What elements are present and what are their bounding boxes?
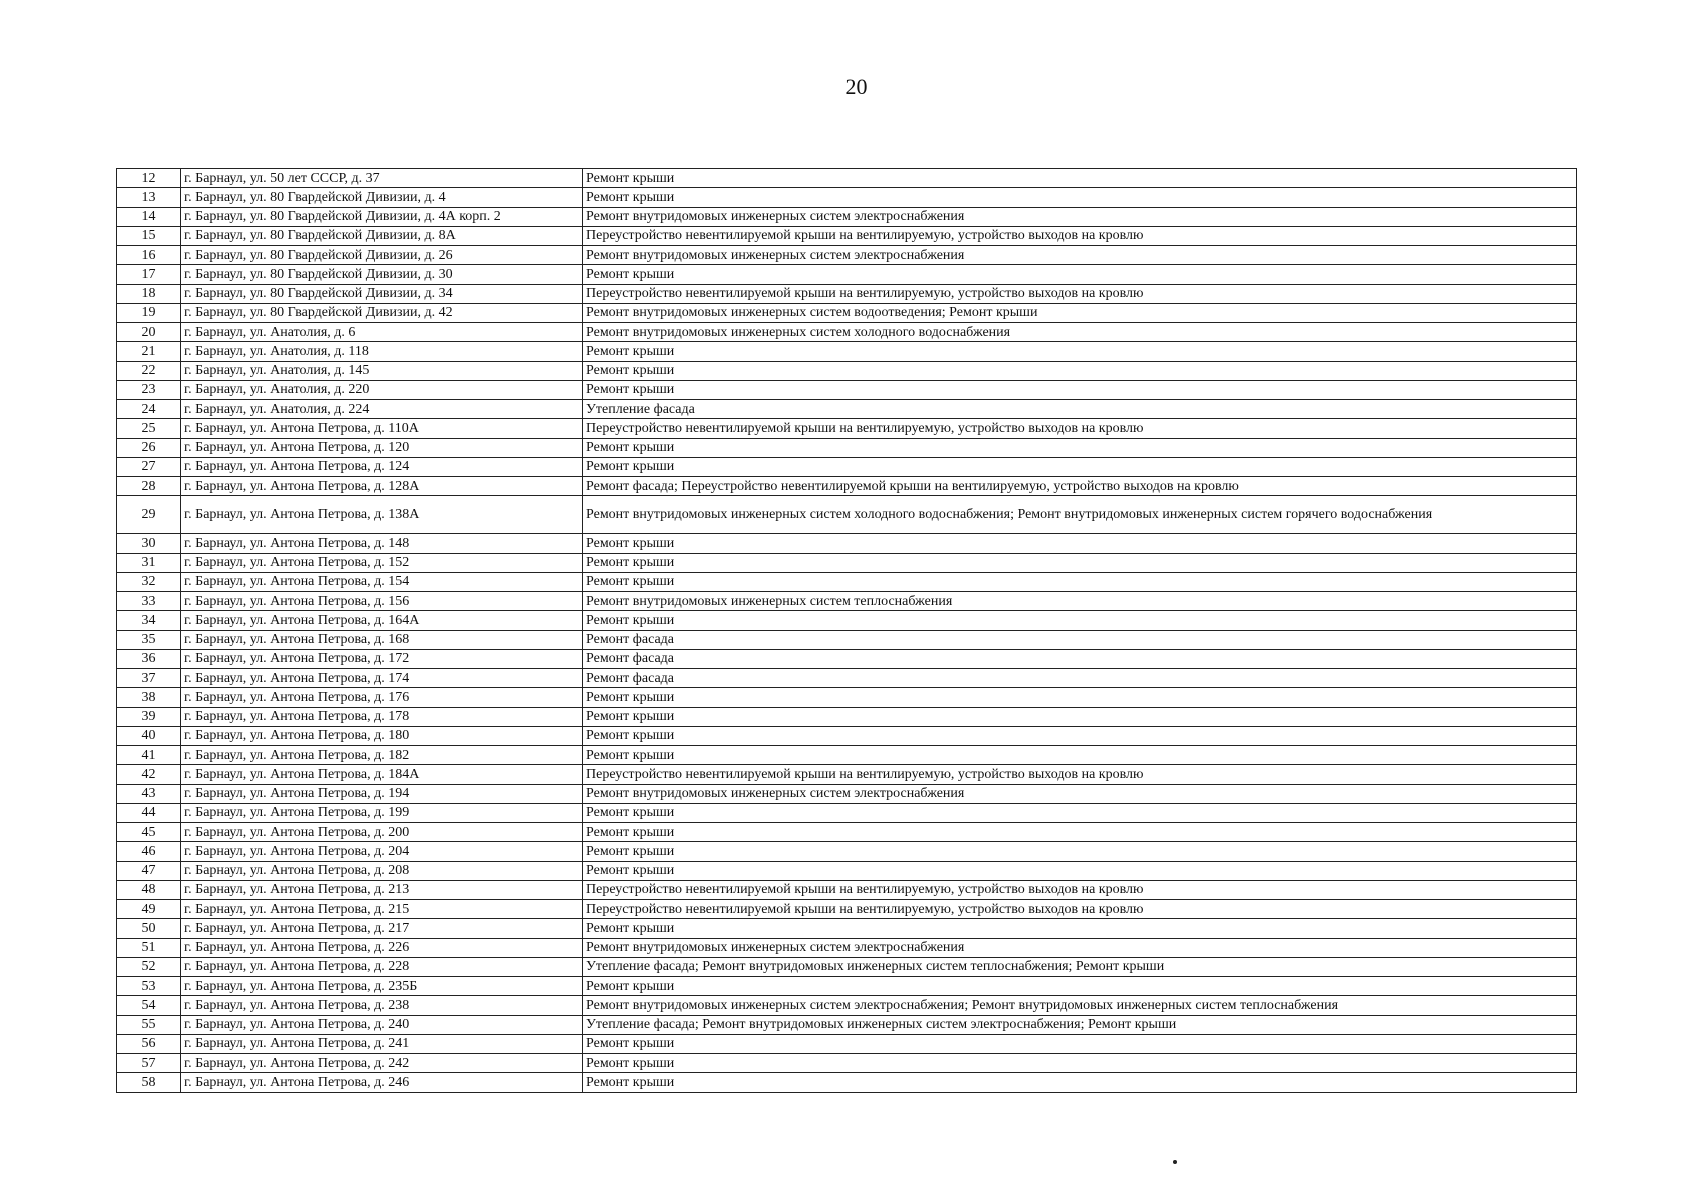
address-cell: г. Барнаул, ул. Антона Петрова, д. 199 <box>181 803 583 822</box>
work-type-cell: Ремонт крыши <box>583 553 1577 572</box>
table-row <box>117 188 1577 207</box>
row-number-cell: 56 <box>117 1034 181 1053</box>
work-type-cell: Ремонт крыши <box>583 188 1577 207</box>
work-type-cell: Ремонт фасада; Переустройство невентилируемой крыши на вентилируемую, устройство выходов на кровлю <box>583 477 1577 496</box>
address-cell: г. Барнаул, ул. Антона Петрова, д. 226 <box>181 938 583 957</box>
address-cell: г. Барнаул, ул. 80 Гвардейской Дивизии, д. 30 <box>181 265 583 284</box>
address-cell: г. Барнаул, ул. 80 Гвардейской Дивизии, д. 42 <box>181 303 583 322</box>
row-number-cell: 16 <box>117 246 181 265</box>
address-cell: г. Барнаул, ул. Анатолия, д. 220 <box>181 380 583 399</box>
table-row <box>117 957 1577 976</box>
works-table <box>116 168 1577 1093</box>
row-number-cell: 50 <box>117 919 181 938</box>
row-number-cell: 31 <box>117 553 181 572</box>
address-cell: г. Барнаул, ул. Анатолия, д. 118 <box>181 342 583 361</box>
table-row <box>117 400 1577 419</box>
work-type-cell: Утепление фасада <box>583 400 1577 419</box>
table-row <box>117 900 1577 919</box>
table-row <box>117 707 1577 726</box>
table-row <box>117 553 1577 572</box>
table-row <box>117 649 1577 668</box>
row-number-cell: 58 <box>117 1073 181 1092</box>
address-cell: г. Барнаул, ул. Анатолия, д. 6 <box>181 323 583 342</box>
table-row <box>117 419 1577 438</box>
address-cell: г. Барнаул, ул. Антона Петрова, д. 124 <box>181 457 583 476</box>
table-row <box>117 784 1577 803</box>
address-cell: г. Барнаул, ул. Антона Петрова, д. 200 <box>181 823 583 842</box>
table-row <box>117 207 1577 226</box>
row-number-cell: 34 <box>117 611 181 630</box>
row-number-cell: 46 <box>117 842 181 861</box>
ink-dot <box>1173 1160 1177 1164</box>
table-row <box>117 1073 1577 1092</box>
work-type-cell: Ремонт фасада <box>583 630 1577 649</box>
work-type-cell: Ремонт внутридомовых инженерных систем теплоснабжения <box>583 592 1577 611</box>
address-cell: г. Барнаул, ул. Антона Петрова, д. 178 <box>181 707 583 726</box>
table-row <box>117 746 1577 765</box>
row-number-cell: 25 <box>117 419 181 438</box>
address-cell: г. Барнаул, ул. Антона Петрова, д. 168 <box>181 630 583 649</box>
table-row <box>117 669 1577 688</box>
address-cell: г. Барнаул, ул. 50 лет СССР, д. 37 <box>181 169 583 188</box>
row-number-cell: 13 <box>117 188 181 207</box>
table-row <box>117 823 1577 842</box>
table-row <box>117 226 1577 245</box>
row-number-cell: 33 <box>117 592 181 611</box>
table-row <box>117 457 1577 476</box>
work-type-cell: Ремонт крыши <box>583 169 1577 188</box>
work-type-cell: Ремонт крыши <box>583 342 1577 361</box>
row-number-cell: 48 <box>117 880 181 899</box>
table-row <box>117 861 1577 880</box>
work-type-cell: Ремонт крыши <box>583 746 1577 765</box>
address-cell: г. Барнаул, ул. Антона Петрова, д. 110А <box>181 419 583 438</box>
row-number-cell: 37 <box>117 669 181 688</box>
row-number-cell: 38 <box>117 688 181 707</box>
table-row <box>117 303 1577 322</box>
row-number-cell: 40 <box>117 726 181 745</box>
work-type-cell: Ремонт крыши <box>583 823 1577 842</box>
address-cell: г. Барнаул, ул. Анатолия, д. 224 <box>181 400 583 419</box>
table-row <box>117 803 1577 822</box>
table-row <box>117 765 1577 784</box>
work-type-cell: Утепление фасада; Ремонт внутридомовых инженерных систем теплоснабжения; Ремонт крыши <box>583 957 1577 976</box>
row-number-cell: 18 <box>117 284 181 303</box>
work-type-cell: Ремонт крыши <box>583 919 1577 938</box>
work-type-cell: Переустройство невентилируемой крыши на вентилируемую, устройство выходов на кровлю <box>583 765 1577 784</box>
address-cell: г. Барнаул, ул. Антона Петрова, д. 176 <box>181 688 583 707</box>
table-row <box>117 496 1577 534</box>
work-type-cell: Ремонт крыши <box>583 457 1577 476</box>
table-row <box>117 1034 1577 1053</box>
table-row <box>117 380 1577 399</box>
row-number-cell: 30 <box>117 534 181 553</box>
row-number-cell: 42 <box>117 765 181 784</box>
address-cell: г. Барнаул, ул. 80 Гвардейской Дивизии, д. 34 <box>181 284 583 303</box>
table-row <box>117 726 1577 745</box>
work-type-cell: Ремонт крыши <box>583 1073 1577 1092</box>
table-row <box>117 265 1577 284</box>
row-number-cell: 54 <box>117 996 181 1015</box>
page-number: 20 <box>845 74 868 99</box>
row-number-cell: 55 <box>117 1015 181 1034</box>
work-type-cell: Ремонт внутридомовых инженерных систем электроснабжения; Ремонт внутридомовых инженерных систем теплоснабжения <box>583 996 1577 1015</box>
address-cell: г. Барнаул, ул. Антона Петрова, д. 238 <box>181 996 583 1015</box>
address-cell: г. Барнаул, ул. Антона Петрова, д. 228 <box>181 957 583 976</box>
address-cell: г. Барнаул, ул. 80 Гвардейской Дивизии, д. 4 <box>181 188 583 207</box>
work-type-cell: Ремонт крыши <box>583 707 1577 726</box>
works-table-body <box>117 169 1577 1093</box>
work-type-cell: Ремонт внутридомовых инженерных систем электроснабжения <box>583 938 1577 957</box>
row-number-cell: 43 <box>117 784 181 803</box>
table-row <box>117 880 1577 899</box>
row-number-cell: 23 <box>117 380 181 399</box>
work-type-cell: Ремонт крыши <box>583 842 1577 861</box>
work-type-cell: Утепление фасада; Ремонт внутридомовых инженерных систем электроснабжения; Ремонт крыши <box>583 1015 1577 1034</box>
address-cell: г. Барнаул, ул. Антона Петрова, д. 152 <box>181 553 583 572</box>
table-row <box>117 572 1577 591</box>
table-row <box>117 611 1577 630</box>
address-cell: г. Барнаул, ул. Антона Петрова, д. 174 <box>181 669 583 688</box>
address-cell: г. Барнаул, ул. Антона Петрова, д. 180 <box>181 726 583 745</box>
table-row <box>117 284 1577 303</box>
row-number-cell: 20 <box>117 323 181 342</box>
address-cell: г. Барнаул, ул. Антона Петрова, д. 184А <box>181 765 583 784</box>
address-cell: г. Барнаул, ул. 80 Гвардейской Дивизии, д. 4А корп. 2 <box>181 207 583 226</box>
address-cell: г. Барнаул, ул. Антона Петрова, д. 154 <box>181 572 583 591</box>
work-type-cell: Переустройство невентилируемой крыши на вентилируемую, устройство выходов на кровлю <box>583 900 1577 919</box>
row-number-cell: 52 <box>117 957 181 976</box>
row-number-cell: 29 <box>117 496 181 534</box>
row-number-cell: 49 <box>117 900 181 919</box>
row-number-cell: 47 <box>117 861 181 880</box>
address-cell: г. Барнаул, ул. Антона Петрова, д. 138А <box>181 496 583 534</box>
address-cell: г. Барнаул, ул. Антона Петрова, д. 208 <box>181 861 583 880</box>
table-row <box>117 688 1577 707</box>
work-type-cell: Ремонт внутридомовых инженерных систем водоотведения; Ремонт крыши <box>583 303 1577 322</box>
table-row <box>117 996 1577 1015</box>
table-row <box>117 1054 1577 1073</box>
row-number-cell: 32 <box>117 572 181 591</box>
address-cell: г. Барнаул, ул. Антона Петрова, д. 235Б <box>181 977 583 996</box>
work-type-cell: Ремонт внутридомовых инженерных систем электроснабжения <box>583 246 1577 265</box>
work-type-cell: Ремонт крыши <box>583 361 1577 380</box>
address-cell: г. Барнаул, ул. Антона Петрова, д. 215 <box>181 900 583 919</box>
work-type-cell: Ремонт крыши <box>583 803 1577 822</box>
address-cell: г. Барнаул, ул. 80 Гвардейской Дивизии, д. 26 <box>181 246 583 265</box>
work-type-cell: Ремонт внутридомовых инженерных систем холодного водоснабжения; Ремонт внутридомовых инженерных систем горячего водоснабжения <box>583 496 1577 534</box>
work-type-cell: Ремонт крыши <box>583 265 1577 284</box>
row-number-cell: 53 <box>117 977 181 996</box>
work-type-cell: Ремонт крыши <box>583 1034 1577 1053</box>
work-type-cell: Ремонт крыши <box>583 534 1577 553</box>
work-type-cell: Ремонт крыши <box>583 1054 1577 1073</box>
work-type-cell: Ремонт фасада <box>583 649 1577 668</box>
table-row <box>117 592 1577 611</box>
address-cell: г. Барнаул, ул. Антона Петрова, д. 213 <box>181 880 583 899</box>
work-type-cell: Ремонт крыши <box>583 380 1577 399</box>
address-cell: г. Барнаул, ул. Антона Петрова, д. 128А <box>181 477 583 496</box>
address-cell: г. Барнаул, ул. Антона Петрова, д. 242 <box>181 1054 583 1073</box>
work-type-cell: Ремонт крыши <box>583 726 1577 745</box>
table-row <box>117 1015 1577 1034</box>
work-type-cell: Ремонт внутридомовых инженерных систем холодного водоснабжения <box>583 323 1577 342</box>
work-type-cell: Ремонт крыши <box>583 977 1577 996</box>
row-number-cell: 17 <box>117 265 181 284</box>
address-cell: г. Барнаул, ул. Антона Петрова, д. 204 <box>181 842 583 861</box>
address-cell: г. Барнаул, ул. Антона Петрова, д. 240 <box>181 1015 583 1034</box>
address-cell: г. Барнаул, ул. 80 Гвардейской Дивизии, д. 8А <box>181 226 583 245</box>
table-row <box>117 630 1577 649</box>
address-cell: г. Барнаул, ул. Антона Петрова, д. 156 <box>181 592 583 611</box>
row-number-cell: 21 <box>117 342 181 361</box>
work-type-cell: Ремонт крыши <box>583 611 1577 630</box>
address-cell: г. Барнаул, ул. Анатолия, д. 145 <box>181 361 583 380</box>
address-cell: г. Барнаул, ул. Антона Петрова, д. 217 <box>181 919 583 938</box>
row-number-cell: 12 <box>117 169 181 188</box>
row-number-cell: 39 <box>117 707 181 726</box>
work-type-cell: Переустройство невентилируемой крыши на вентилируемую, устройство выходов на кровлю <box>583 284 1577 303</box>
table-row <box>117 477 1577 496</box>
table-row <box>117 169 1577 188</box>
work-type-cell: Переустройство невентилируемой крыши на вентилируемую, устройство выходов на кровлю <box>583 226 1577 245</box>
work-type-cell: Ремонт внутридомовых инженерных систем электроснабжения <box>583 784 1577 803</box>
address-cell: г. Барнаул, ул. Антона Петрова, д. 246 <box>181 1073 583 1092</box>
address-cell: г. Барнаул, ул. Антона Петрова, д. 182 <box>181 746 583 765</box>
row-number-cell: 19 <box>117 303 181 322</box>
row-number-cell: 51 <box>117 938 181 957</box>
work-type-cell: Ремонт крыши <box>583 861 1577 880</box>
address-cell: г. Барнаул, ул. Антона Петрова, д. 241 <box>181 1034 583 1053</box>
table-row <box>117 938 1577 957</box>
row-number-cell: 14 <box>117 207 181 226</box>
address-cell: г. Барнаул, ул. Антона Петрова, д. 172 <box>181 649 583 668</box>
row-number-cell: 57 <box>117 1054 181 1073</box>
table-row <box>117 534 1577 553</box>
address-cell: г. Барнаул, ул. Антона Петрова, д. 164А <box>181 611 583 630</box>
row-number-cell: 27 <box>117 457 181 476</box>
work-type-cell: Ремонт крыши <box>583 572 1577 591</box>
works-table-container <box>116 168 1576 1093</box>
table-row <box>117 842 1577 861</box>
table-row <box>117 342 1577 361</box>
work-type-cell: Переустройство невентилируемой крыши на вентилируемую, устройство выходов на кровлю <box>583 419 1577 438</box>
row-number-cell: 24 <box>117 400 181 419</box>
work-type-cell: Ремонт крыши <box>583 688 1577 707</box>
row-number-cell: 22 <box>117 361 181 380</box>
work-type-cell: Ремонт фасада <box>583 669 1577 688</box>
row-number-cell: 15 <box>117 226 181 245</box>
work-type-cell: Ремонт крыши <box>583 438 1577 457</box>
row-number-cell: 35 <box>117 630 181 649</box>
row-number-cell: 28 <box>117 477 181 496</box>
address-cell: г. Барнаул, ул. Антона Петрова, д. 194 <box>181 784 583 803</box>
row-number-cell: 36 <box>117 649 181 668</box>
address-cell: г. Барнаул, ул. Антона Петрова, д. 148 <box>181 534 583 553</box>
work-type-cell: Ремонт внутридомовых инженерных систем электроснабжения <box>583 207 1577 226</box>
table-row <box>117 323 1577 342</box>
address-cell: г. Барнаул, ул. Антона Петрова, д. 120 <box>181 438 583 457</box>
table-row <box>117 919 1577 938</box>
table-row <box>117 438 1577 457</box>
row-number-cell: 44 <box>117 803 181 822</box>
table-row <box>117 977 1577 996</box>
work-type-cell: Переустройство невентилируемой крыши на вентилируемую, устройство выходов на кровлю <box>583 880 1577 899</box>
row-number-cell: 26 <box>117 438 181 457</box>
row-number-cell: 41 <box>117 746 181 765</box>
table-row <box>117 361 1577 380</box>
table-row <box>117 246 1577 265</box>
row-number-cell: 45 <box>117 823 181 842</box>
